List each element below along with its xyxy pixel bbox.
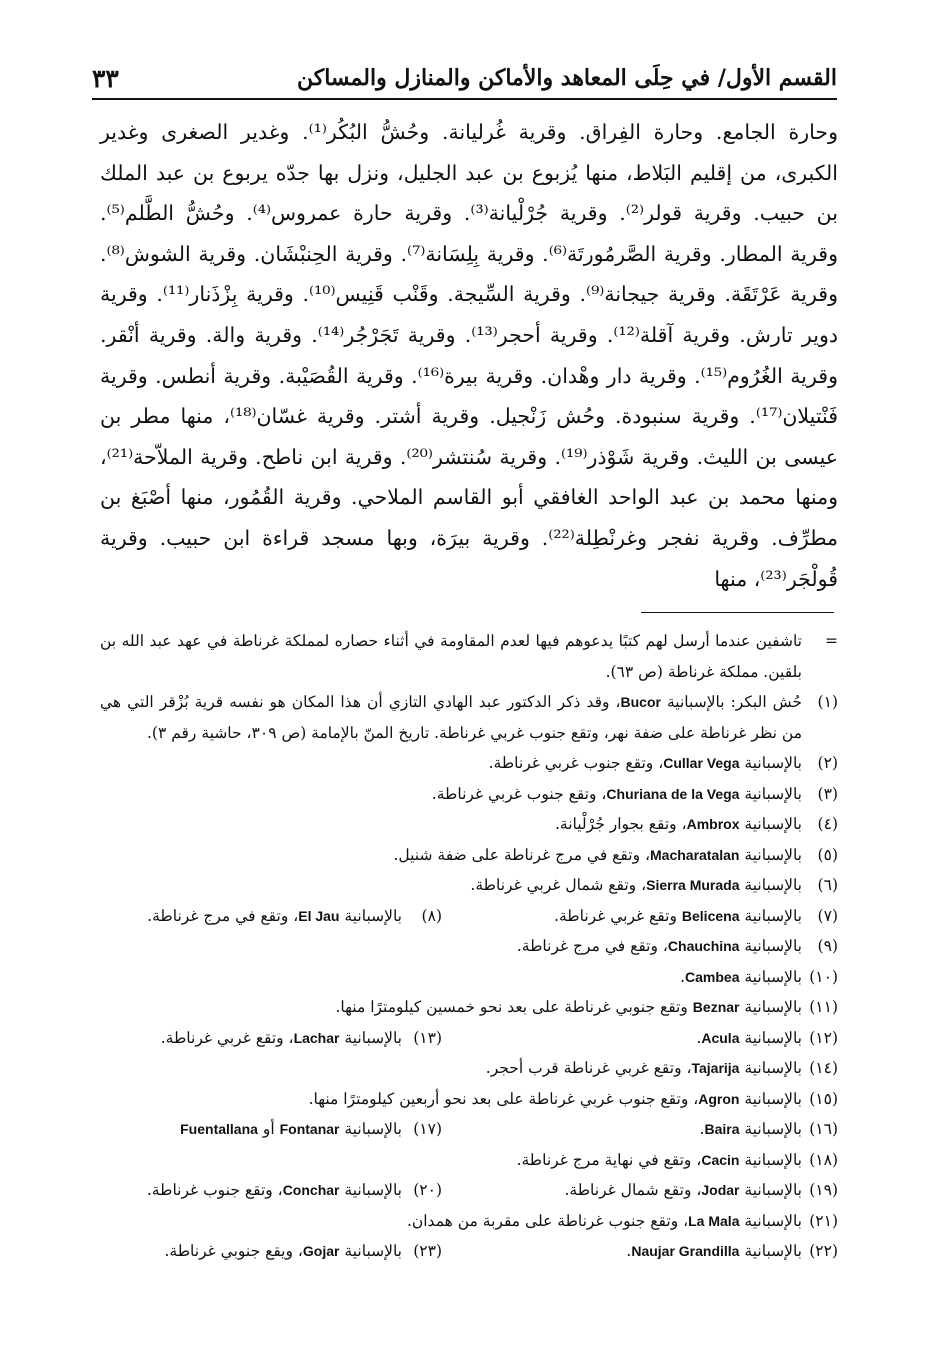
latin-name: Sierra Murada: [646, 877, 740, 893]
footnote-4: (٤) بالإسبانية Ambrox، وتقع بجوار جُرْلْيانة.: [100, 809, 838, 840]
footnote-text: بالإسبانية Churiana de la Vega، وتقع جنوب غربي غرناطة.: [431, 784, 802, 803]
footnote-22-23: (٢٢) بالإسبانية Naujar Grandilla. (٢٣) بالإسبانية Gojar، ويقع جنوبي غرناطة.: [100, 1236, 838, 1267]
footnote-text: بالإسبانية Macharatalan، وتقع في مرج غرناطة على ضفة شنيل.: [393, 845, 802, 864]
main-text: [100, 112, 838, 599]
latin-name: Fuentallana: [180, 1121, 258, 1137]
latin-name: Tajarija: [691, 1060, 740, 1076]
latin-name: Ambrox: [686, 816, 740, 832]
footnote-10: (١٠) بالإسبانية Cambea.: [100, 962, 838, 993]
footnote-15: (١٥) بالإسبانية Agron، وتقع جنوب غربي غرناطة على بعد نحو أربعين كيلومترًا منها.: [100, 1084, 838, 1115]
footnote-text: بالإسبانية Fontanar أو Fuentallana: [180, 1120, 402, 1138]
footnote-19-20: (١٩) بالإسبانية Jodar، وتقع شمال غرناطة. (٢٠) بالإسبانية Conchar، وتقع جنوب غرناطة.: [100, 1175, 838, 1206]
latin-name: Cullar Vega: [663, 755, 740, 771]
running-title: القسم الأول/ في حِلَى المعاهد والأماكن والمنازل والمساكن: [296, 65, 837, 91]
footnote-text: بالإسبانية Chauchina، وتقع في مرج غرناطة.: [516, 937, 802, 955]
latin-name: Agron: [698, 1090, 740, 1107]
footnote-text: بالإسبانية Cacin، وتقع في نهاية مرج غرناطة.: [516, 1150, 802, 1169]
latin-name: Cacin: [701, 1151, 740, 1168]
footnote-11: (١١) بالإسبانية Beznar وتقع جنوبي غرناطة على بعد نحو خمسين كيلومترًا منها.: [100, 992, 838, 1023]
footnote-12-13: (١٢) بالإسبانية Acula. (١٣) بالإسبانية Lachar، وتقع غربي غرناطة.: [100, 1023, 838, 1054]
footnote-text: بالإسبانية Conchar، وتقع جنوب غرناطة.: [146, 1181, 402, 1199]
latin-name: Naujar Grandilla: [631, 1243, 740, 1259]
footnote-text: بالإسبانية Lachar، وتقع غربي غرناطة.: [160, 1028, 402, 1047]
footnote-text: بالإسبانية Baira.: [699, 1120, 802, 1138]
footnote-text: بالإسبانية El Jau، وتقع في مرج غرناطة.: [147, 906, 402, 925]
latin-name: El Jau: [298, 907, 340, 924]
footnote-2: (٢) بالإسبانية Cullar Vega، وتقع جنوب غربي غرناطة.: [100, 748, 838, 779]
footnote-1: [100, 687, 838, 748]
footnote-text: بالإسبانية Gojar، ويقع جنوبي غرناطة.: [164, 1242, 402, 1260]
footnote-7-8: (٧) بالإسبانية Belicena وتقع غربي غرناطة. (٨) بالإسبانية El Jau، وتقع في مرج غرناطة.: [100, 901, 838, 932]
footnote-separator: [641, 612, 834, 613]
latin-name: Belicena: [681, 907, 740, 924]
footnote-text: بالإسبانية Beznar وتقع جنوبي غرناطة على بعد نحو خمسين كيلومترًا منها.: [335, 998, 802, 1016]
footnote-9: (٩) بالإسبانية Chauchina، وتقع في مرج غرناطة.: [100, 931, 838, 962]
footnote-text: بالإسبانية Naujar Grandilla.: [626, 1242, 802, 1260]
footnote-number: =: [825, 632, 838, 650]
footnote-text: تاشفين عندما أرسل لهم كتبًا يدعوهم فيها لعدم المقاومة في أثناء حصاره لمملكة غرناطة في عهد عبد الله بن بلقين. مملكة غرناطة (ص ٦٣).: [100, 632, 802, 681]
footnote-continuation: [100, 626, 838, 687]
footnote-text: بالإسبانية Sierra Murada، وتقع شمال غربي غرناطة.: [470, 876, 802, 894]
footnote-18: (١٨) بالإسبانية Cacin، وتقع في نهاية مرج غرناطة.: [100, 1145, 838, 1176]
latin-name: La Mala: [688, 1212, 740, 1229]
footnote-text: بالإسبانية Belicena وتقع غربي غرناطة.: [554, 906, 802, 925]
latin-name: Beznar: [692, 999, 740, 1015]
footnote-text: بالإسبانية Ambrox، وتقع بجوار جُرْلْيانة.: [554, 815, 802, 833]
page-header: [92, 58, 837, 100]
latin-name: Fontanar: [279, 1121, 340, 1137]
latin-name: Churiana de la Vega: [606, 785, 740, 802]
footnote-text: بالإسبانية La Mala، وتقع جنوب غرناطة على مقربة من همدان.: [406, 1211, 802, 1230]
footnote-5: (٥) بالإسبانية Macharatalan، وتقع في مرج غرناطة على ضفة شنيل.: [100, 840, 838, 871]
footnote-3: (٣) بالإسبانية Churiana de la Vega، وتقع جنوب غربي غرناطة.: [100, 779, 838, 810]
footnote-text: بالإسبانية Cambea.: [680, 967, 802, 986]
footnotes: [100, 626, 838, 1267]
footnote-text: بالإسبانية Cullar Vega، وتقع جنوب غربي غرناطة.: [488, 754, 802, 772]
footnote-14: (١٤) بالإسبانية Tajarija، وتقع غربي غرناطة قرب أحجر.: [100, 1053, 838, 1084]
latin-name: Cambea: [685, 968, 740, 985]
latin-name: Macharatalan: [650, 846, 740, 863]
footnote-text: بالإسبانية Tajarija، وتقع غربي غرناطة قرب أحجر.: [485, 1059, 802, 1077]
footnote-21: (٢١) بالإسبانية La Mala، وتقع جنوب غرناطة على مقربة من همدان.: [100, 1206, 838, 1237]
body-paragraph: وحارة الجامع. وحارة الفِراق. وقرية غُرليانة. وحُشُّ البُكُر⁽¹⁾. وغدير الصغرى وغدير الكبرى، من إقليم البَلاط، منها يُزبوع بن عبد الجليل، ونزل بها جدّه يربوع بن عبد الملك بن حبيب. وقرية قولر⁽²⁾. وقرية جُرْلْيانة⁽³⁾. وقرية حارة عمروس⁽⁴⁾. وحُشُّ الطَّلم⁽⁵⁾. وقرية المطار. وقرية الصَّرمُورتَة⁽⁶⁾. وقرية بِلِسَانة⁽⁷⁾. وقرية الحِنبْشَان. وقرية الشوش⁽⁸⁾. وقرية عَرْتَقَة. وقرية جيجانة⁽⁹⁾. وقرية السِّيجة. وقَنْب قَنِيس⁽¹⁰⁾. وقرية بِزْذَنار⁽¹¹⁾. وقرية دوير تارش. وقرية آقلة⁽¹²⁾. وقرية أحجر⁽¹³⁾. وقرية تَجَرْجُر⁽¹⁴⁾. وقرية والة. وقرية أنْقر. وقرية الغُرُوم⁽¹⁵⁾. وقرية دار وهْدان. وقرية بيرة⁽¹⁶⁾. وقرية القُصَيْبة. وقرية أنطس. وقرية فَنْتيلان⁽¹⁷⁾. وقرية سنبودة. وحُش زَنْجيل. وقرية أشتر. وقرية غسّان⁽¹⁸⁾، منها مطر بن عيسى بن الليث. وقرية شَوْذر⁽¹⁹⁾. وقرية سُنتشر⁽²⁰⁾. وقرية ابن ناطح. وقرية الملاّحة⁽²¹⁾، ومنها محمد بن عبد الواحد الغافقي أبو القاسم الملاحي. وقرية القُمُور، منها أصْبَغ بن مطرِّف. وقرية نفجر وغرنْطِلة⁽²²⁾. وقرية بيرَة، وبها مسجد قراءة ابن حبيب. وقرية قُولْجَر⁽²³⁾، منها: [100, 120, 838, 591]
footnote-16-17: (١٦) بالإسبانية Baira. (١٧) بالإسبانية Fontanar أو Fuentallana: [100, 1114, 838, 1145]
latin-name: Gojar: [302, 1243, 340, 1259]
page-number: ٣٣: [92, 63, 119, 93]
latin-name: Chauchina: [667, 938, 740, 954]
footnote-text: حُش البكر: بالإسبانية Bucor، وقد ذكر الدكتور عبد الهادي التازي أن هذا المكان هو نفسه قرية بُزْقر التي هي من نظر غرناطة على ضفة نهر، وتقع جنوب غربي غرناطة. تاريخ المنّ بالإمامة (ص ٣٠٩، حاشية رقم ٣).: [100, 693, 802, 742]
latin-name: Lachar: [293, 1029, 340, 1046]
latin-name: Baira: [704, 1121, 740, 1137]
footnote-text: بالإسبانية Jodar، وتقع شمال غرناطة.: [564, 1181, 802, 1199]
latin-name: Acula: [701, 1029, 740, 1046]
footnote-text: بالإسبانية Agron، وتقع جنوب غربي غرناطة على بعد نحو أربعين كيلومترًا منها.: [308, 1089, 802, 1108]
latin-name: Conchar: [282, 1182, 340, 1198]
latin-name: Jodar: [701, 1182, 740, 1198]
latin-name: Bucor: [620, 694, 661, 710]
footnote-6: (٦) بالإسبانية Sierra Murada، وتقع شمال غربي غرناطة.: [100, 870, 838, 901]
footnote-number: (١): [817, 693, 838, 711]
footnote-text: بالإسبانية Acula.: [696, 1028, 802, 1047]
